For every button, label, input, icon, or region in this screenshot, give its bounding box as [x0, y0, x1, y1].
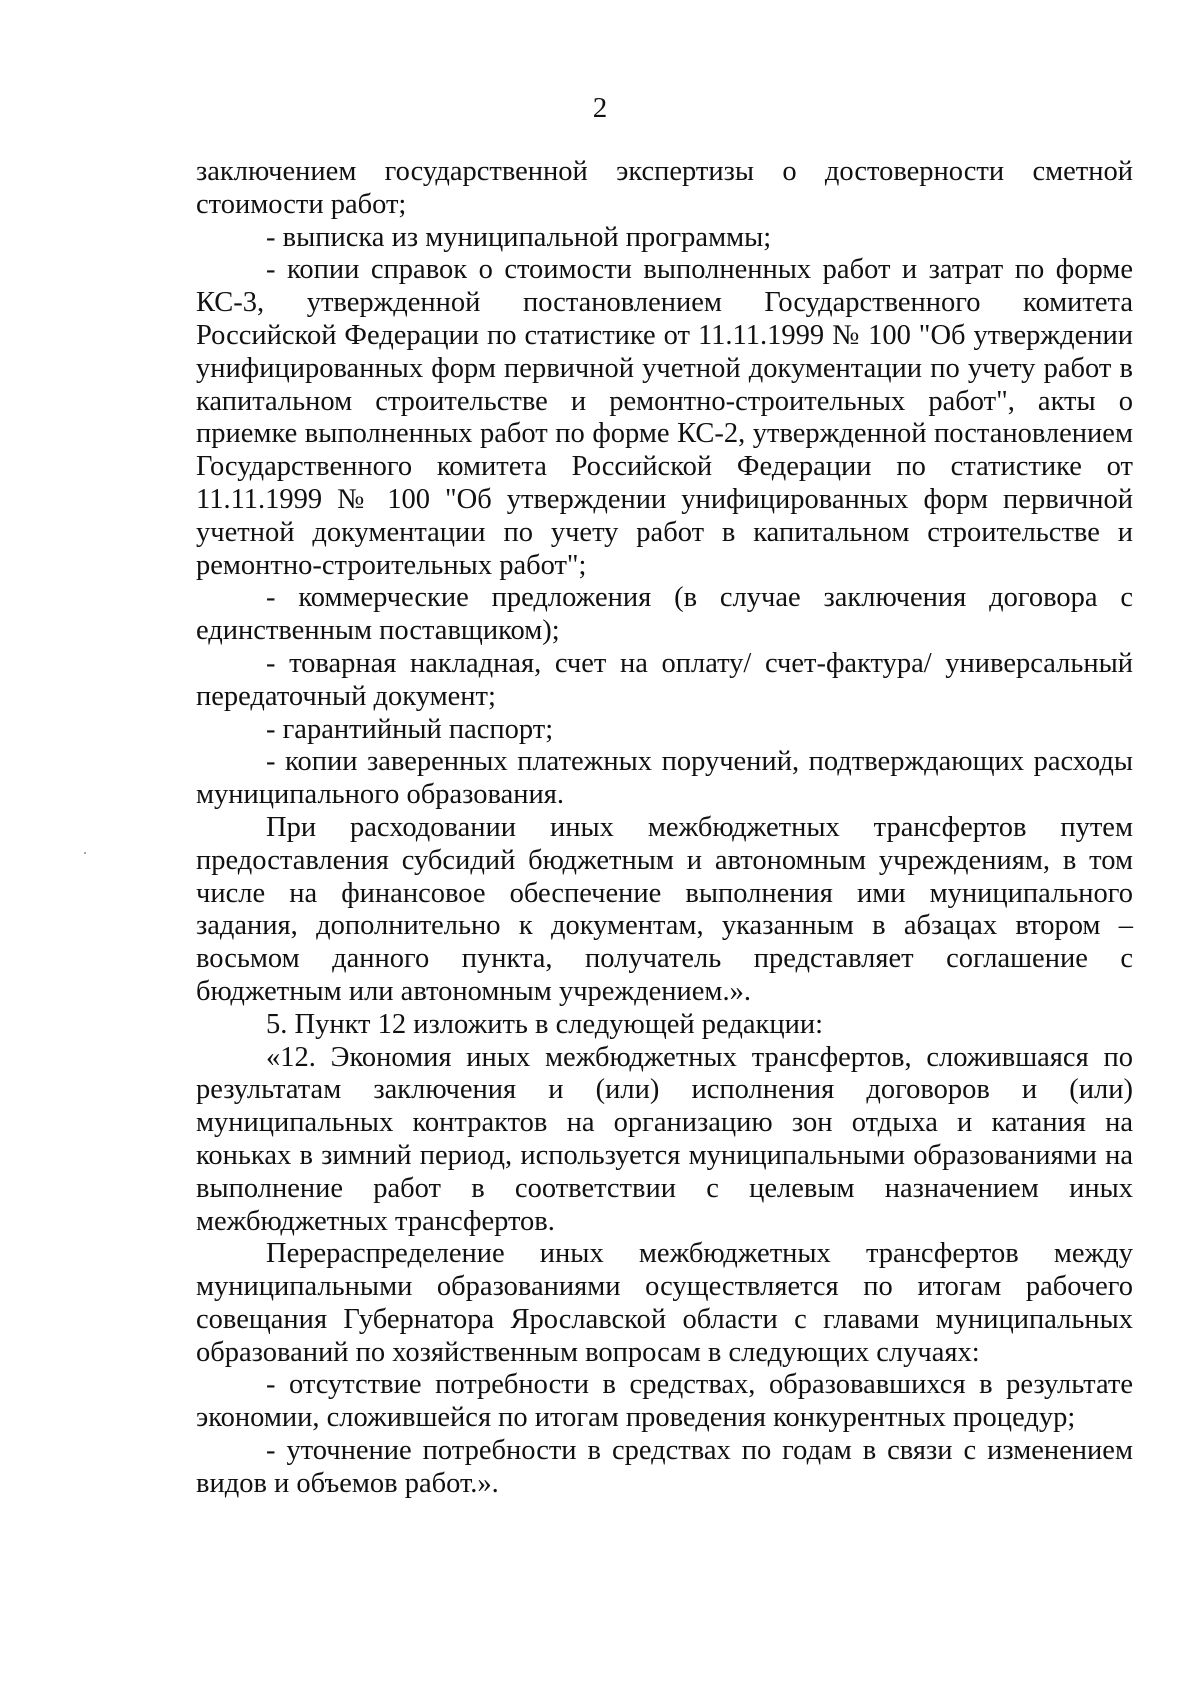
paragraph-item-5: 5. Пункт 12 изложить в следующей редакции: [266, 1008, 823, 1040]
list-item-payment-orders: - копии заверенных платежных поручений, подтверждающих расходы муниципального образования. [196, 746, 1133, 811]
paragraph-redistribution: Перераспределение иных межбюджетных трансфертов между муниципальными образованиями осуществляется по итогам рабочего совещания Губернатора Ярославской области с главами муниципальных образований по хозяйственным вопросам в следующих случаях: [196, 1238, 1133, 1368]
page-number: 2 [592, 92, 608, 124]
list-item-warranty-passport: - гарантийный паспорт; [266, 713, 554, 745]
list-item-ks3-ks2-copies: - копии справок о стоимости выполненных работ и затрат по форме КС-3, утвержденной постановлением Государственного комитета Российской Федерации по статистике от 11.11.1999 № 100 "Об утверждении унифицированных форм первичной учетной документации по учету работ в капитальном строительстве и ремонтно-строительных работ", акты о приемке выполненных работ по форме КС-2, утвержденной постановлением Государственного комитета Российской Федерации по статистике от 11.11.1999 № 100 "Об утверждении унифицированных форм первичной учетной документации по учету работ в капитальном строительстве и ремонтно-строительных работ"; [196, 254, 1133, 581]
list-item-clarification: - уточнение потребности в средствах по годам в связи с изменением видов и объемов работ.». [196, 1435, 1133, 1499]
scan-speck [84, 852, 86, 854]
list-item-no-need: - отсутствие потребности в средствах, образовавшихся в результате экономии, сложившейся по итогам проведения конкурентных процедур; [196, 1369, 1133, 1434]
paragraph-subsidies: При расходовании иных межбюджетных трансфертов путем предоставления субсидий бюджетным и автономным учреждениям, в том числе на финансовое обеспечение выполнения ими муниципального задания, дополнительно к документам, указанным в абзацах втором – восьмом данного пункта, получатель представляет соглашение с бюджетным или автономным учреждением.». [196, 811, 1133, 1007]
list-item-commercial-offers: - коммерческие предложения (в случае заключения договора с единственным поставщиком); [196, 582, 1133, 647]
paragraph-continuation: заключением государственной экспертизы о достоверности сметной стоимости работ; [196, 156, 1133, 220]
document-body [196, 156, 1133, 1501]
paragraph-item-12-economy: «12. Экономия иных межбюджетных трансфертов, сложившаяся по результатам заключения и (или) исполнения договоров и (или) муниципальных контрактов на организацию зон отдыха и катания на коньках в зимний период, используется муниципальными образованиями на выполнение работ в соответствии с целевым назначением иных межбюджетных трансфертов. [196, 1041, 1133, 1237]
list-item-program-extract: - выписка из муниципальной программы; [266, 221, 772, 253]
list-item-invoice: - товарная накладная, счет на оплату/ счет-фактура/ универсальный передаточный документ; [196, 647, 1133, 712]
